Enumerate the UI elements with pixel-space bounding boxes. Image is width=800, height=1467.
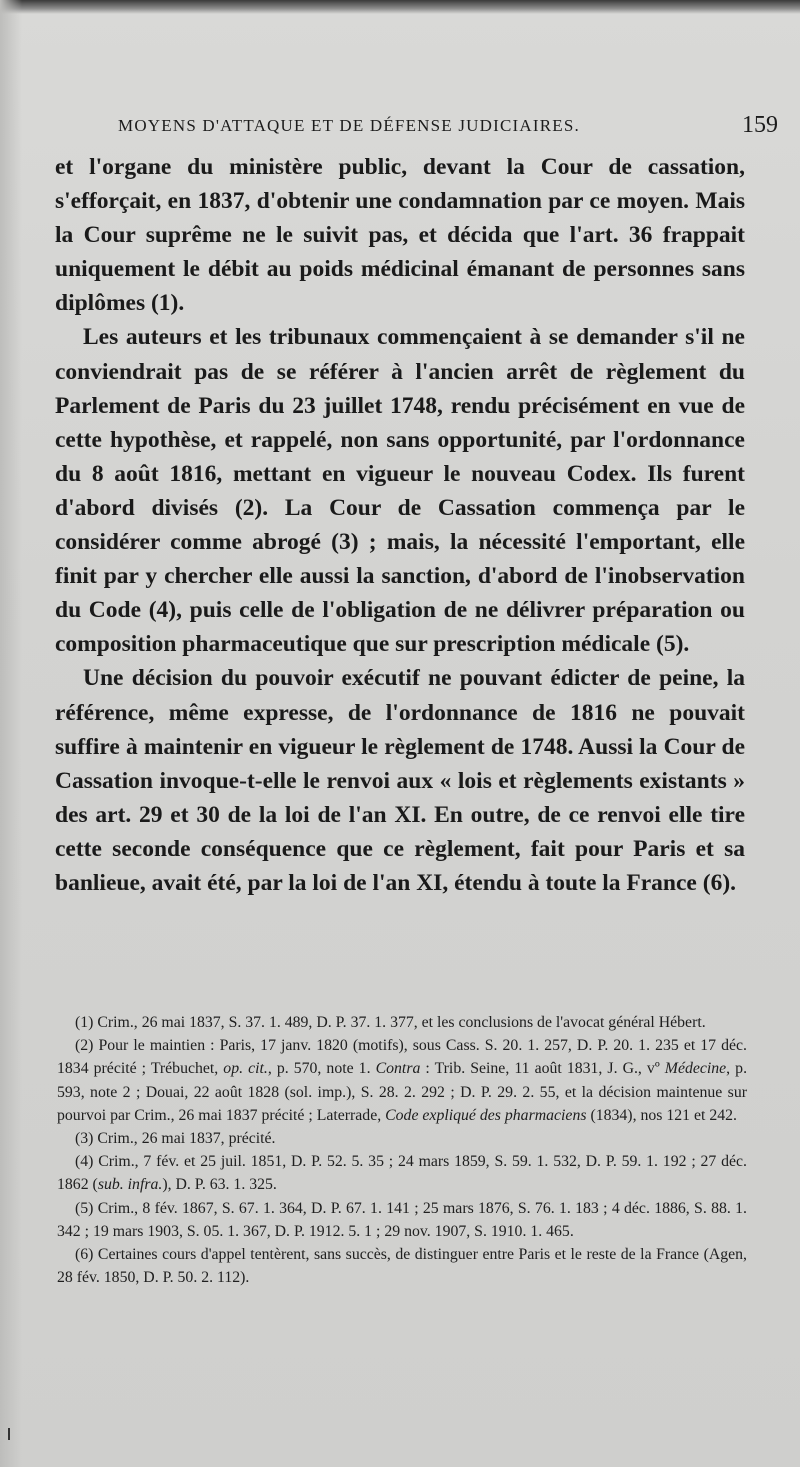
footnote-2-text: (1834), nos 121 et 242. bbox=[586, 1106, 737, 1124]
paragraph-1: et l'organe du ministère public, devant la Cour de cassation, s'efforçait, en 1837, d'obtenir une condamnation par ce moyen. Mais la Cour suprême ne le suivit pas, et décida que l'art. 36 frappait uniquement le débit au poids médicinal émanant de personnes sans diplômes (1). bbox=[55, 154, 745, 317]
footnote-6: (6) Certaines cours d'appel tentèrent, sans succès, de distinguer entre Paris et le reste de la France (Agen, 28 fév. 1850, D. P. 50. 2. 112). bbox=[57, 1246, 747, 1287]
scan-left-edge bbox=[0, 0, 22, 1467]
footnote-2-text: (2) Pour le maintien : Paris, 17 janv. 1820 (motifs), sous Cass. S. 20. 1. 257, D. P. 20. 1. 235 et 17 déc. 1834 précité ; Trébuchet, bbox=[57, 1037, 747, 1078]
footnote-2-italic: op. cit. bbox=[223, 1060, 268, 1078]
footnote-2-text: : Trib. Seine, 11 août 1831, J. G., vº bbox=[420, 1060, 665, 1078]
running-head bbox=[118, 112, 778, 142]
footnote-4 bbox=[57, 1150, 747, 1196]
footnote-4-text: (4) Crim., 7 fév. et 25 juil. 1851, D. P. 52. 5. 35 ; 24 mars 1859, S. 59. 1. 532, D. P. 59. 1. 192 ; 27 déc. 1862 ( bbox=[57, 1153, 747, 1194]
running-title: MOYENS D'ATTAQUE ET DE DÉFENSE JUDICIAIRES. bbox=[118, 116, 580, 135]
footnotes bbox=[57, 1011, 747, 1289]
page-number: 159 bbox=[742, 112, 778, 138]
footnote-4-italic: sub. infra. bbox=[97, 1176, 163, 1194]
footnote-2-text: , p. 570, note 1. bbox=[267, 1060, 376, 1078]
main-text bbox=[55, 150, 745, 900]
footnote-4-text: ), D. P. 63. 1. 325. bbox=[162, 1176, 277, 1194]
footnote-5: (5) Crim., 8 fév. 1867, S. 67. 1. 364, D. P. 67. 1. 141 ; 25 mars 1876, S. 76. 1. 183 ; 4 déc. 1886, S. 88. 1. 342 ; 19 mars 1903, S. 05. 1. 367, D. P. 1912. 5. 1 ; 29 nov. 1907, S. 1910. 1. 465. bbox=[57, 1199, 747, 1240]
footnote-2-italic: Contra bbox=[375, 1060, 421, 1078]
footnote-1: (1) Crim., 26 mai 1837, S. 37. 1. 489, D. P. 37. 1. 377, et les conclusions de l'avocat général Hébert. bbox=[75, 1014, 706, 1031]
footnote-2 bbox=[57, 1034, 747, 1127]
footnote-2-italic: Médecine bbox=[664, 1060, 727, 1078]
footnote-2-italic: Code expliqué des pharmaciens bbox=[385, 1106, 587, 1124]
margin-mark bbox=[8, 1428, 10, 1440]
paragraph-2: Les auteurs et les tribunaux commençaient à se demander s'il ne conviendrait pas de se référer à l'ancien arrêt de règlement du Parlement de Paris du 23 juillet 1748, rendu précisément en vue de cette hypothèse, et rappelé, non sans opportunité, par l'ordonnance du 8 août 1816, mettant en vigueur le nouveau Codex. Ils furent d'abord divisés (2). La Cour de Cassation commença par le considérer comme abrogé (3) ; mais, la nécessité l'emportant, elle finit par y chercher elle aussi la sanction, d'abord de l'inobservation du Code (4), puis celle de l'obligation de ne délivrer préparation ou composition pharmaceutique que sur prescription médicale (5). bbox=[55, 324, 745, 658]
footnote-2-text: , p. 593, note 2 ; Douai, 22 août 1828 (sol. imp.), S. 28. 2. 292 ; D. P. 29. 2. 55, et la décision maintenue sur pourvoi par Crim., 26 mai 1837 précité ; Laterrade, bbox=[57, 1060, 748, 1124]
scan-top-edge bbox=[0, 0, 800, 14]
footnote-3: (3) Crim., 26 mai 1837, précité. bbox=[75, 1130, 276, 1148]
paragraph-3: Une décision du pouvoir exécutif ne pouvant édicter de peine, la référence, même expresse, de l'ordonnance de 1816 ne pouvait suffire à maintenir en vigueur le règlement de 1748. Aussi la Cour de Cassation invoque-t-elle le renvoi aux « lois et règlements existants » des art. 29 et 30 de la loi de l'an XI. En outre, de ce renvoi elle tire cette seconde conséquence que ce règlement, fait pour Paris et sa banlieue, avait été, par la loi de l'an XI, étendu à toute la France (6). bbox=[55, 665, 745, 896]
